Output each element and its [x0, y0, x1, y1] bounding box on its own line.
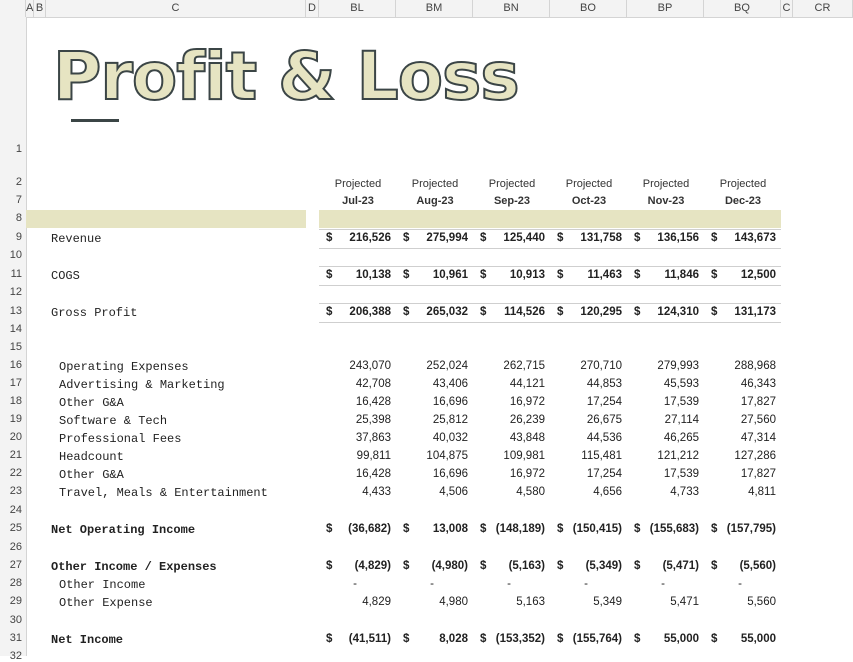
row-number[interactable]: 2 [15, 176, 22, 188]
row-number[interactable]: 26 [9, 541, 22, 553]
col-header-BN[interactable]: BN [473, 0, 550, 17]
row-number[interactable]: 12 [9, 286, 22, 298]
currency-symbol: $ [557, 269, 564, 281]
cell-oga1-0[interactable]: 16,428 [355, 396, 391, 408]
cell-gross_profit-4[interactable]: 124,310 [657, 306, 699, 318]
accent-band-values [319, 210, 781, 228]
cell-opex-4[interactable]: 279,993 [657, 360, 699, 372]
cell-sw-1[interactable]: 25,812 [432, 414, 468, 426]
currency-symbol: $ [557, 560, 564, 572]
select-all-corner[interactable] [0, 0, 26, 17]
cell-oga2-4[interactable]: 17,539 [663, 468, 699, 480]
row-label-oexp[interactable]: Other Expense [59, 596, 153, 610]
cell-oinc-3[interactable]: - [584, 578, 588, 590]
cell-ni-2[interactable]: (153,352) [495, 633, 545, 645]
row-label-oinc[interactable]: Other Income [59, 578, 146, 592]
cell-oie-0[interactable]: (4,829) [354, 560, 391, 572]
cell-gross_profit-3[interactable]: 120,295 [580, 306, 622, 318]
row-label-oga2[interactable]: Other G&A [59, 468, 124, 482]
cell-travel-5[interactable]: 4,811 [748, 486, 776, 498]
currency-symbol: $ [634, 306, 641, 318]
cell-adv-4[interactable]: 45,593 [663, 378, 699, 390]
col-header-BL[interactable]: BL [319, 0, 396, 17]
row-number[interactable]: 22 [9, 467, 22, 479]
col-header-C2[interactable]: C [781, 0, 793, 17]
cell-oinc-2[interactable]: - [507, 578, 511, 590]
currency-symbol: $ [403, 523, 410, 535]
cell-oie-2[interactable]: (5,163) [508, 560, 545, 572]
row-number[interactable]: 29 [9, 595, 22, 607]
row-label-sw[interactable]: Software & Tech [59, 414, 168, 428]
currency-symbol: $ [711, 560, 718, 572]
currency-symbol: $ [557, 523, 564, 535]
cell-noi-1[interactable]: 13,008 [432, 523, 468, 535]
cell-prof-1[interactable]: 40,032 [432, 432, 468, 444]
cell-oga1-5[interactable]: 17,827 [740, 396, 776, 408]
cell-cogs-3[interactable]: 11,463 [587, 269, 622, 281]
cell-ni-3[interactable]: (155,764) [572, 633, 622, 645]
row-label-ni[interactable]: Net Income [51, 633, 124, 647]
cell-noi-5[interactable]: (157,795) [726, 523, 776, 535]
divider [319, 303, 781, 304]
cell-prof-5[interactable]: 47,314 [740, 432, 776, 444]
currency-symbol: $ [326, 306, 333, 318]
title-underline [71, 119, 119, 122]
column-header-bar [0, 0, 853, 18]
row-number[interactable]: 23 [9, 485, 22, 497]
cell-oie-4[interactable]: (5,471) [662, 560, 699, 572]
cell-sw-3[interactable]: 26,675 [586, 414, 622, 426]
cell-oga1-2[interactable]: 16,972 [509, 396, 545, 408]
col-header-BO[interactable]: BO [550, 0, 627, 17]
cell-oie-1[interactable]: (4,980) [431, 560, 468, 572]
month-header: Sep-23 [493, 195, 531, 207]
row-number[interactable]: 7 [15, 194, 22, 206]
row-number[interactable]: 21 [9, 449, 22, 461]
row-number[interactable]: 18 [9, 395, 22, 407]
col-header-CR[interactable]: CR [793, 0, 853, 17]
cell-oexp-1[interactable]: 4,980 [439, 596, 468, 608]
row-number[interactable]: 24 [9, 504, 22, 516]
row-number[interactable]: 20 [9, 431, 22, 443]
month-header: Jul-23 [342, 195, 374, 207]
cell-noi-0[interactable]: (36,682) [348, 523, 391, 535]
col-header-C[interactable]: C [46, 0, 306, 17]
cell-prof-0[interactable]: 37,863 [355, 432, 391, 444]
row-label-opex[interactable]: Operating Expenses [59, 360, 189, 374]
col-header-D[interactable]: D [306, 0, 319, 17]
col-header-BP[interactable]: BP [627, 0, 704, 17]
row-number[interactable]: 28 [9, 577, 22, 589]
cell-oga1-4[interactable]: 17,539 [663, 396, 699, 408]
cell-ni-0[interactable]: (41,511) [348, 633, 391, 645]
accent-band-labels [26, 210, 306, 228]
cell-cogs-1[interactable]: 10,961 [432, 269, 468, 281]
cell-head-3[interactable]: 115,481 [581, 450, 622, 462]
cell-cogs-2[interactable]: 10,913 [509, 269, 545, 281]
currency-symbol: $ [634, 633, 641, 645]
cell-prof-3[interactable]: 44,536 [586, 432, 622, 444]
currency-symbol: $ [403, 232, 410, 244]
cell-oie-3[interactable]: (5,349) [585, 560, 622, 572]
cell-gross_profit-5[interactable]: 131,173 [734, 306, 776, 318]
cell-ni-1[interactable]: 8,028 [439, 633, 468, 645]
projected-label: Projected [488, 178, 536, 190]
month-header: Oct-23 [571, 195, 607, 207]
row-number[interactable]: 16 [9, 359, 22, 371]
row-label-noi[interactable]: Net Operating Income [51, 523, 196, 537]
row-label-oga1[interactable]: Other G&A [59, 396, 124, 410]
cell-revenue-4[interactable]: 136,156 [657, 232, 699, 244]
row-label-oie[interactable]: Other Income / Expenses [51, 560, 217, 574]
projected-label: Projected [719, 178, 767, 190]
projected-label: Projected [565, 178, 613, 190]
currency-symbol: $ [326, 269, 333, 281]
cell-oga1-1[interactable]: 16,696 [432, 396, 468, 408]
currency-symbol: $ [711, 633, 718, 645]
cell-gross_profit-2[interactable]: 114,526 [504, 306, 545, 318]
currency-symbol: $ [634, 560, 641, 572]
row-number[interactable]: 13 [9, 305, 22, 317]
cell-opex-1[interactable]: 252,024 [426, 360, 468, 372]
cell-adv-2[interactable]: 44,121 [509, 378, 545, 390]
cell-head-0[interactable]: 99,811 [356, 450, 391, 462]
cell-sw-4[interactable]: 27,114 [664, 414, 699, 426]
cell-oinc-0[interactable]: - [353, 578, 357, 590]
cell-noi-4[interactable]: (155,683) [649, 523, 699, 535]
cell-oexp-0[interactable]: 4,829 [362, 596, 391, 608]
cell-revenue-2[interactable]: 125,440 [503, 232, 545, 244]
currency-symbol: $ [326, 560, 333, 572]
projected-label: Projected [411, 178, 459, 190]
cell-adv-3[interactable]: 44,853 [586, 378, 622, 390]
row-label-revenue[interactable]: Revenue [51, 232, 102, 246]
currency-symbol: $ [557, 306, 564, 318]
cell-gross_profit-0[interactable]: 206,388 [349, 306, 391, 318]
row-number[interactable]: 31 [9, 632, 22, 644]
cell-oga1-3[interactable]: 17,254 [586, 396, 622, 408]
cell-oinc-4[interactable]: - [661, 578, 665, 590]
row-number[interactable]: 30 [9, 614, 22, 626]
cell-oga2-1[interactable]: 16,696 [432, 468, 468, 480]
currency-symbol: $ [480, 232, 487, 244]
currency-symbol: $ [480, 269, 487, 281]
col-header-A[interactable]: A [26, 0, 34, 17]
row-number[interactable]: 11 [10, 268, 22, 280]
cell-oinc-5[interactable]: - [738, 578, 742, 590]
currency-symbol: $ [634, 232, 641, 244]
currency-symbol: $ [403, 560, 410, 572]
cell-adv-1[interactable]: 43,406 [432, 378, 468, 390]
row-label-cogs[interactable]: COGS [51, 269, 80, 283]
cell-cogs-5[interactable]: 12,500 [740, 269, 776, 281]
currency-symbol: $ [711, 232, 718, 244]
currency-symbol: $ [480, 523, 487, 535]
cell-sw-2[interactable]: 26,239 [509, 414, 545, 426]
cell-oexp-5[interactable]: 5,560 [747, 596, 776, 608]
row-label-head[interactable]: Headcount [59, 450, 124, 464]
currency-symbol: $ [326, 523, 333, 535]
cell-opex-3[interactable]: 270,710 [580, 360, 622, 372]
cell-opex-2[interactable]: 262,715 [503, 360, 545, 372]
cell-opex-5[interactable]: 288,968 [734, 360, 776, 372]
projected-label: Projected [334, 178, 382, 190]
cell-head-2[interactable]: 109,981 [503, 450, 545, 462]
row-number[interactable]: 27 [9, 559, 22, 571]
currency-symbol: $ [711, 306, 718, 318]
cell-travel-2[interactable]: 4,580 [516, 486, 545, 498]
currency-symbol: $ [634, 523, 641, 535]
cell-oga2-3[interactable]: 17,254 [586, 468, 622, 480]
row-number[interactable]: 10 [9, 249, 22, 261]
currency-symbol: $ [326, 633, 333, 645]
currency-symbol: $ [557, 232, 564, 244]
divider [319, 285, 781, 286]
row-label-gross_profit[interactable]: Gross Profit [51, 306, 138, 320]
cell-cogs-0[interactable]: 10,138 [355, 269, 391, 281]
month-header: Nov-23 [647, 195, 685, 207]
currency-symbol: $ [403, 633, 410, 645]
cell-noi-3[interactable]: (150,415) [572, 523, 622, 535]
currency-symbol: $ [557, 633, 564, 645]
row-number[interactable]: 32 [9, 650, 22, 662]
month-header: Aug-23 [416, 195, 454, 207]
cell-travel-1[interactable]: 4,506 [439, 486, 468, 498]
divider [319, 248, 781, 249]
cell-revenue-0[interactable]: 216,526 [349, 232, 391, 244]
row-number[interactable]: 9 [15, 231, 22, 243]
row-label-adv[interactable]: Advertising & Marketing [59, 378, 225, 392]
cell-travel-4[interactable]: 4,733 [670, 486, 699, 498]
cell-revenue-1[interactable]: 275,994 [426, 232, 468, 244]
cell-prof-2[interactable]: 43,848 [509, 432, 545, 444]
cell-oga2-5[interactable]: 17,827 [740, 468, 776, 480]
cell-oie-5[interactable]: (5,560) [739, 560, 776, 572]
row-label-prof[interactable]: Professional Fees [59, 432, 182, 446]
cell-prof-4[interactable]: 46,265 [663, 432, 699, 444]
cell-travel-0[interactable]: 4,433 [362, 486, 391, 498]
row-number[interactable]: 15 [9, 341, 22, 353]
currency-symbol: $ [634, 269, 641, 281]
currency-symbol: $ [326, 232, 333, 244]
row-number[interactable]: 8 [15, 212, 22, 224]
cell-oexp-4[interactable]: 5,471 [670, 596, 699, 608]
cell-adv-5[interactable]: 46,343 [740, 378, 776, 390]
cell-sw-5[interactable]: 27,560 [740, 414, 776, 426]
cell-travel-3[interactable]: 4,656 [593, 486, 622, 498]
divider [319, 266, 781, 267]
cell-cogs-4[interactable]: 11,846 [664, 269, 699, 281]
cell-oexp-2[interactable]: 5,163 [516, 596, 545, 608]
cell-noi-2[interactable]: (148,189) [495, 523, 545, 535]
currency-symbol: $ [403, 306, 410, 318]
col-header-B[interactable]: B [34, 0, 46, 17]
cell-oexp-3[interactable]: 5,349 [593, 596, 622, 608]
cell-oinc-1[interactable]: - [430, 578, 434, 590]
currency-symbol: $ [711, 523, 718, 535]
currency-symbol: $ [480, 306, 487, 318]
cell-head-4[interactable]: 121,212 [657, 450, 699, 462]
divider [319, 322, 781, 323]
currency-symbol: $ [711, 269, 718, 281]
cell-head-5[interactable]: 127,286 [734, 450, 776, 462]
cell-revenue-5[interactable]: 143,673 [734, 232, 776, 244]
row-number[interactable]: 1 [15, 143, 22, 155]
cell-sw-0[interactable]: 25,398 [355, 414, 391, 426]
page-title: Profit & Loss [53, 38, 519, 115]
cell-opex-0[interactable]: 243,070 [349, 360, 391, 372]
currency-symbol: $ [480, 633, 487, 645]
cell-adv-0[interactable]: 42,708 [355, 378, 391, 390]
cell-gross_profit-1[interactable]: 265,032 [426, 306, 468, 318]
row-header-bar [0, 17, 27, 662]
divider [319, 229, 781, 230]
cell-revenue-3[interactable]: 131,758 [580, 232, 622, 244]
currency-symbol: $ [480, 560, 487, 572]
col-header-BM[interactable]: BM [396, 0, 473, 17]
projected-label: Projected [642, 178, 690, 190]
month-header: Dec-23 [724, 195, 762, 207]
cell-head-1[interactable]: 104,875 [426, 450, 468, 462]
row-number[interactable]: 25 [9, 522, 22, 534]
row-number[interactable]: 14 [9, 323, 22, 335]
cell-ni-5[interactable]: 55,000 [740, 633, 776, 645]
row-number[interactable]: 19 [9, 413, 22, 425]
cell-ni-4[interactable]: 55,000 [663, 633, 699, 645]
cell-oga2-0[interactable]: 16,428 [355, 468, 391, 480]
cell-oga2-2[interactable]: 16,972 [509, 468, 545, 480]
col-header-BQ[interactable]: BQ [704, 0, 781, 17]
row-label-travel[interactable]: Travel, Meals & Entertainment [59, 486, 268, 500]
row-number[interactable]: 17 [9, 377, 22, 389]
currency-symbol: $ [403, 269, 410, 281]
